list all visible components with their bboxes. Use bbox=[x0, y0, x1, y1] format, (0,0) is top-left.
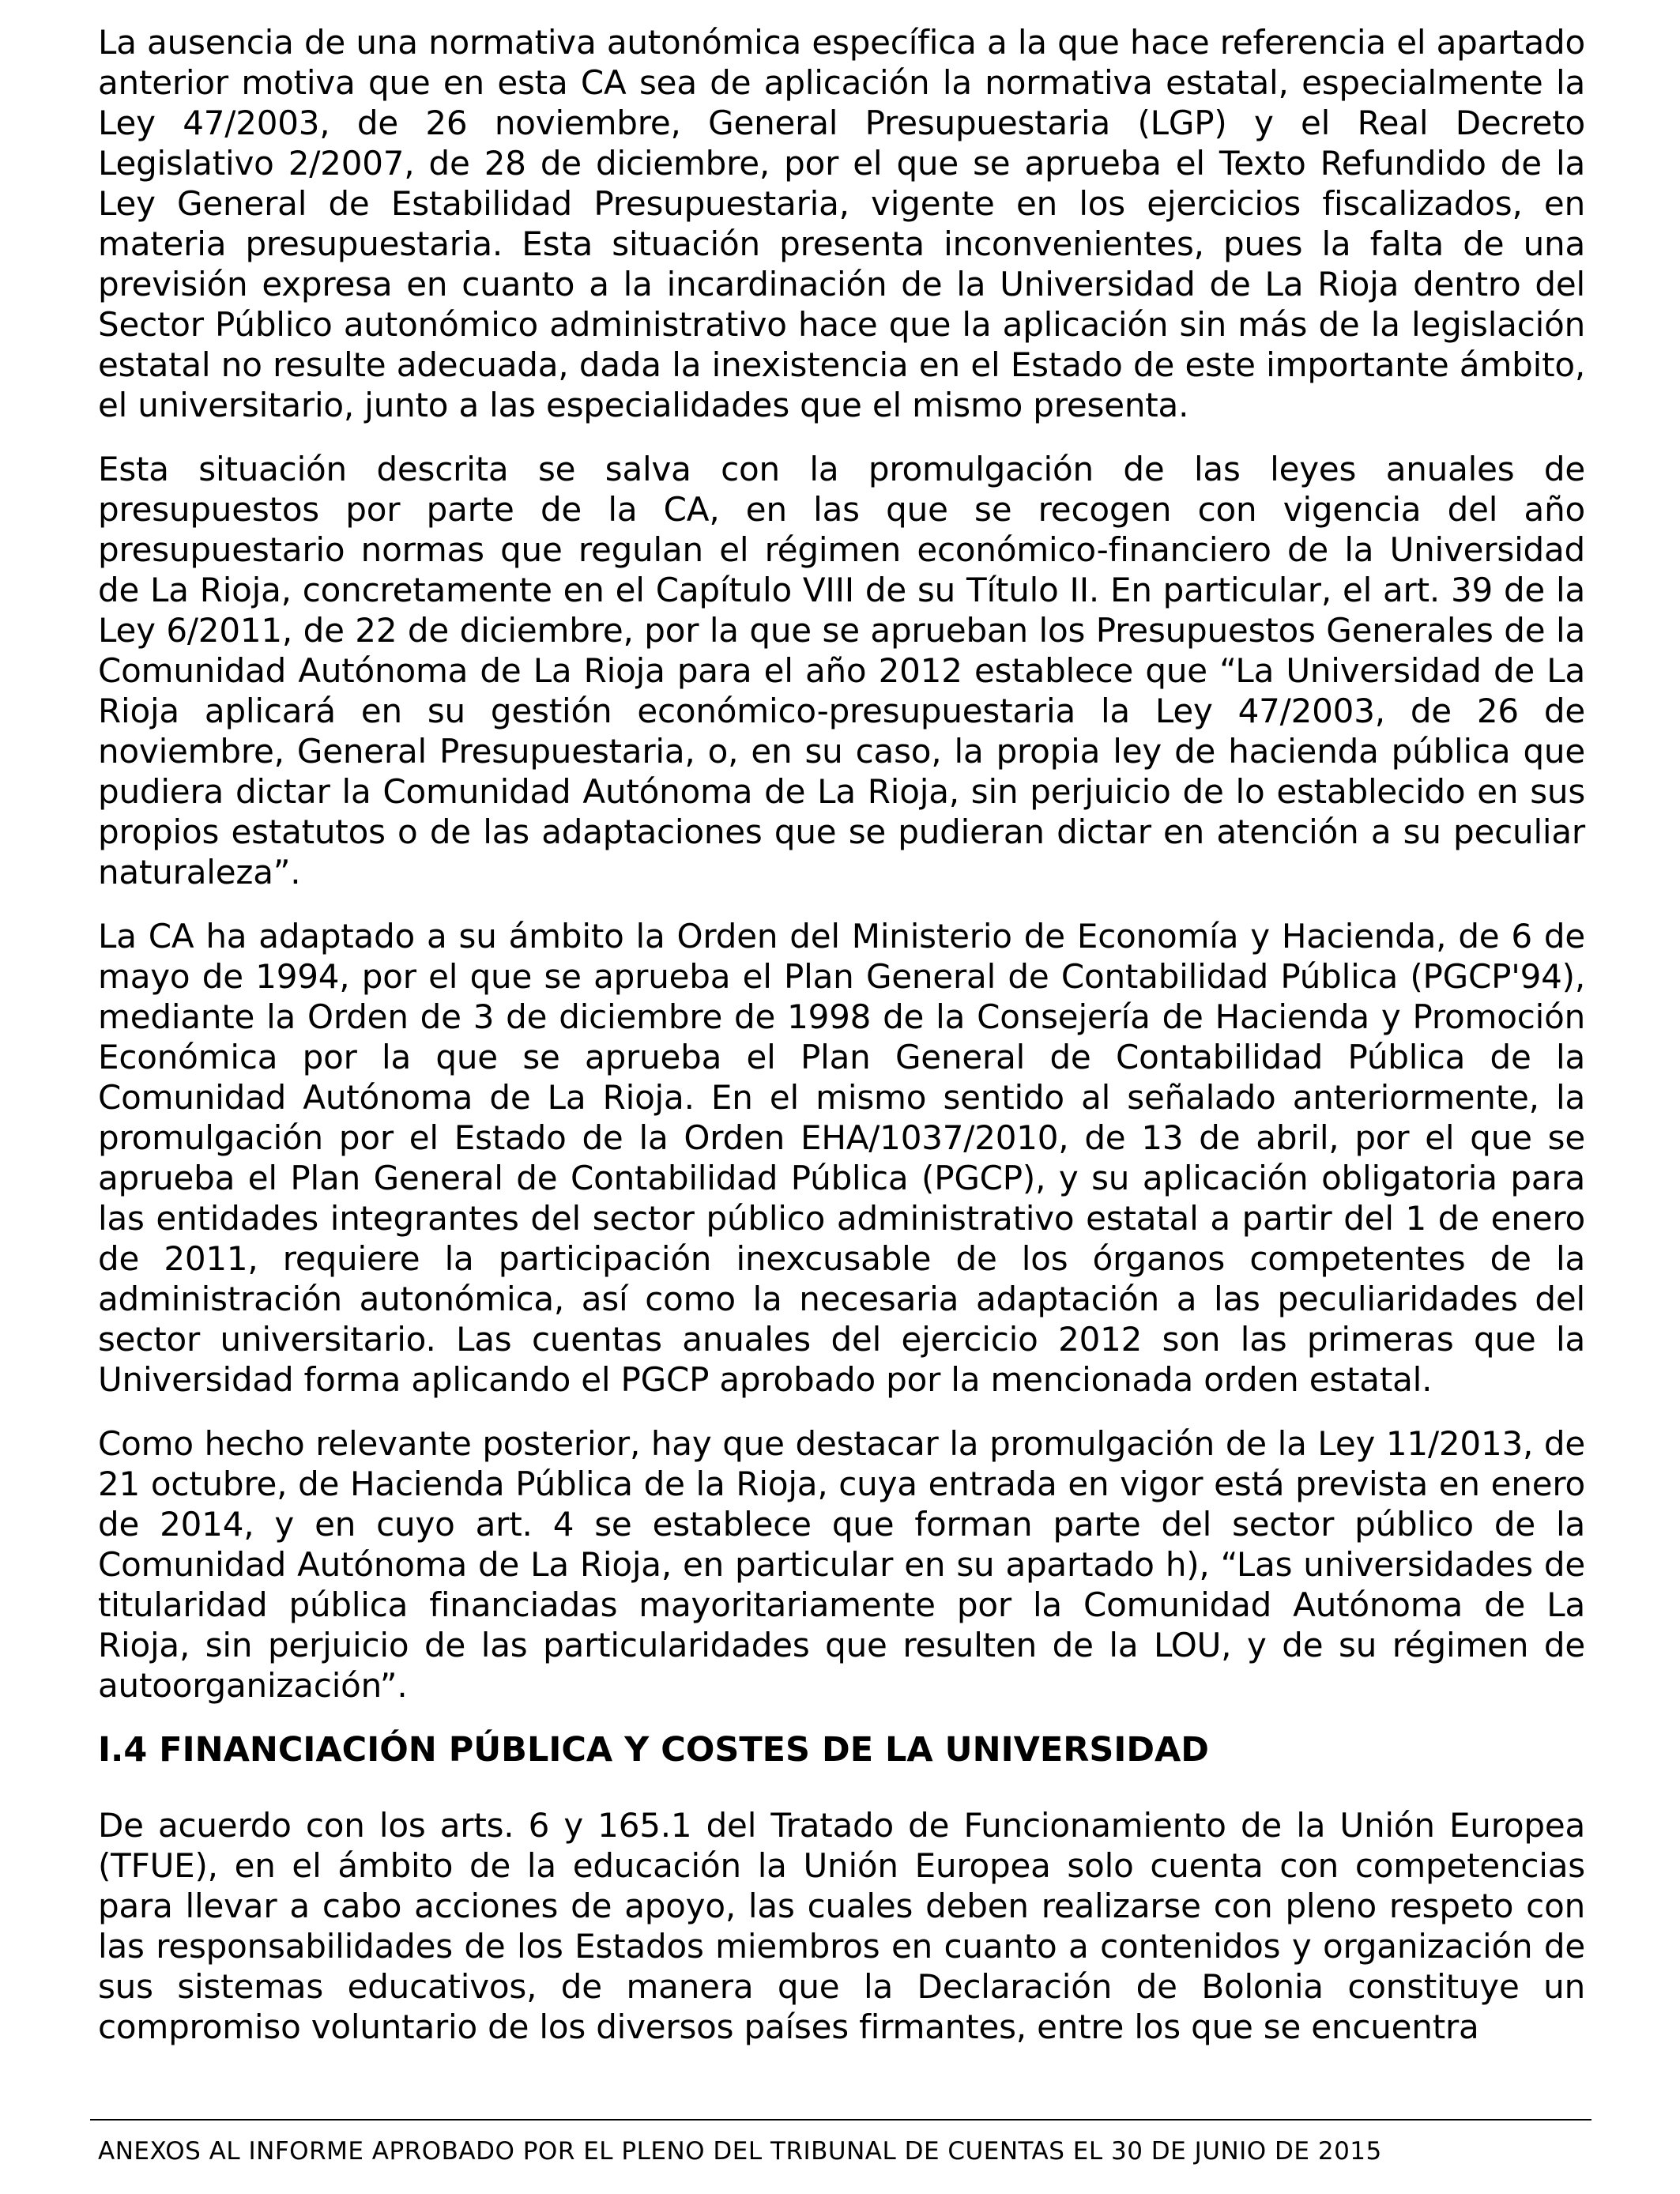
paragraph-tfue: De acuerdo con los arts. 6 y 165.1 del Tratado de Funcionamiento de la Unión Europea (TFUE), en el ámbito de la educación la Unión Europea solo cuenta con competencias para llevar a cabo acciones de apoyo, las cuales deben realizarse con pleno respeto con las responsabilidades de los Estados miembros en cuanto a contenidos y organización de sus sistemas educativos, de manera que la Declaración de Bolonia constituye un compromiso voluntario de los diversos países firmantes, entre los que se encuentra bbox=[98, 1806, 1585, 2046]
paragraph-hecho-posterior: Como hecho relevante posterior, hay que destacar la promulgación de la Ley 11/2013, de 21 octubre, de Hacienda Pública de la Rioja, cuya entrada en vigor está prevista en enero de 2014, y en cuyo art. 4 se establece que forman parte del sector público de la Comunidad Autónoma de La Rioja, en particular en su apartado h), “Las universidades de titularidad pública financiadas mayoritariamente por la Comunidad Autónoma de La Rioja, sin perjuicio de las particularidades que resulten de la LOU, y de su régimen de autoorganización”. bbox=[98, 1424, 1585, 1705]
document-body bbox=[98, 22, 1585, 2071]
page-footer: ANEXOS AL INFORME APROBADO POR EL PLENO DEL TRIBUNAL DE CUENTAS EL 30 DE JUNIO DE 2015 bbox=[98, 2137, 1382, 2166]
paragraph-plan-contabilidad: La CA ha adaptado a su ámbito la Orden del Ministerio de Economía y Hacienda, de 6 de mayo de 1994, por el que se aprueba el Plan General de Contabilidad Pública (PGCP'94), mediante la Orden de 3 de diciembre de 1998 de la Consejería de Hacienda y Promoción Económica por la que se aprueba el Plan General de Contabilidad Pública de la Comunidad Autónoma de La Rioja. En el mismo sentido al señalado anteriormente, la promulgación por el Estado de la Orden EHA/1037/2010, de 13 de abril, por el que se aprueba el Plan General de Contabilidad Pública (PGCP), y su aplicación obligatoria para las entidades integrantes del sector público administrativo estatal a partir del 1 de enero de 2011, requiere la participación inexcusable de los órganos competentes de la administración autonómica, así como la necesaria adaptación a las peculiaridades del sector universitario. Las cuentas anuales del ejercicio 2012 son las primeras que la Universidad forma aplicando el PGCP aprobado por la mencionada orden estatal. bbox=[98, 917, 1585, 1399]
paragraph-normativa-autonomica: La ausencia de una normativa autonómica específica a la que hace referencia el apartado anterior motiva que en esta CA sea de aplicación la normativa estatal, especialmente la Ley 47/2003, de 26 noviembre, General Presupuestaria (LGP) y el Real Decreto Legislativo 2/2007, de 28 de diciembre, por el que se aprueba el Texto Refundido de la Ley General de Estabilidad Presupuestaria, vigente en los ejercicios fiscalizados, en materia presupuestaria. Esta situación presenta inconvenientes, pues la falta de una previsión expresa en cuanto a la incardinación de la Universidad de La Rioja dentro del Sector Público autonómico administrativo hace que la aplicación sin más de la legislación estatal no resulte adecuada, dada la inexistencia en el Estado de este importante ámbito, el universitario, junto a las especialidades que el mismo presenta. bbox=[98, 23, 1585, 424]
footer-divider bbox=[90, 2119, 1591, 2120]
paragraph-leyes-presupuestos: Esta situación descrita se salva con la promulgación de las leyes anuales de presupuestos por parte de la CA, en las que se recogen con vigencia del año presupuestario normas que regulan el régimen económico-financiero de la Universidad de La Rioja, concretamente en el Capítulo VIII de su Título II. En particular, el art. 39 de la Ley 6/2011, de 22 de diciembre, por la que se aprueban los Presupuestos Generales de la Comunidad Autónoma de La Rioja para el año 2012 establece que “La Universidad de La Rioja aplicará en su gestión económico-presupuestaria la Ley 47/2003, de 26 de noviembre, General Presupuestaria, o, en su caso, la propia ley de hacienda pública que pudiera dictar la Comunidad Autónoma de La Rioja, sin perjuicio de lo establecido en sus propios estatutos o de las adaptaciones que se pudieran dictar en atención a su peculiar naturaleza”. bbox=[98, 450, 1585, 892]
section-heading: I.4 FINANCIACIÓN PÚBLICA Y COSTES DE LA UNIVERSIDAD bbox=[98, 1730, 1209, 1770]
